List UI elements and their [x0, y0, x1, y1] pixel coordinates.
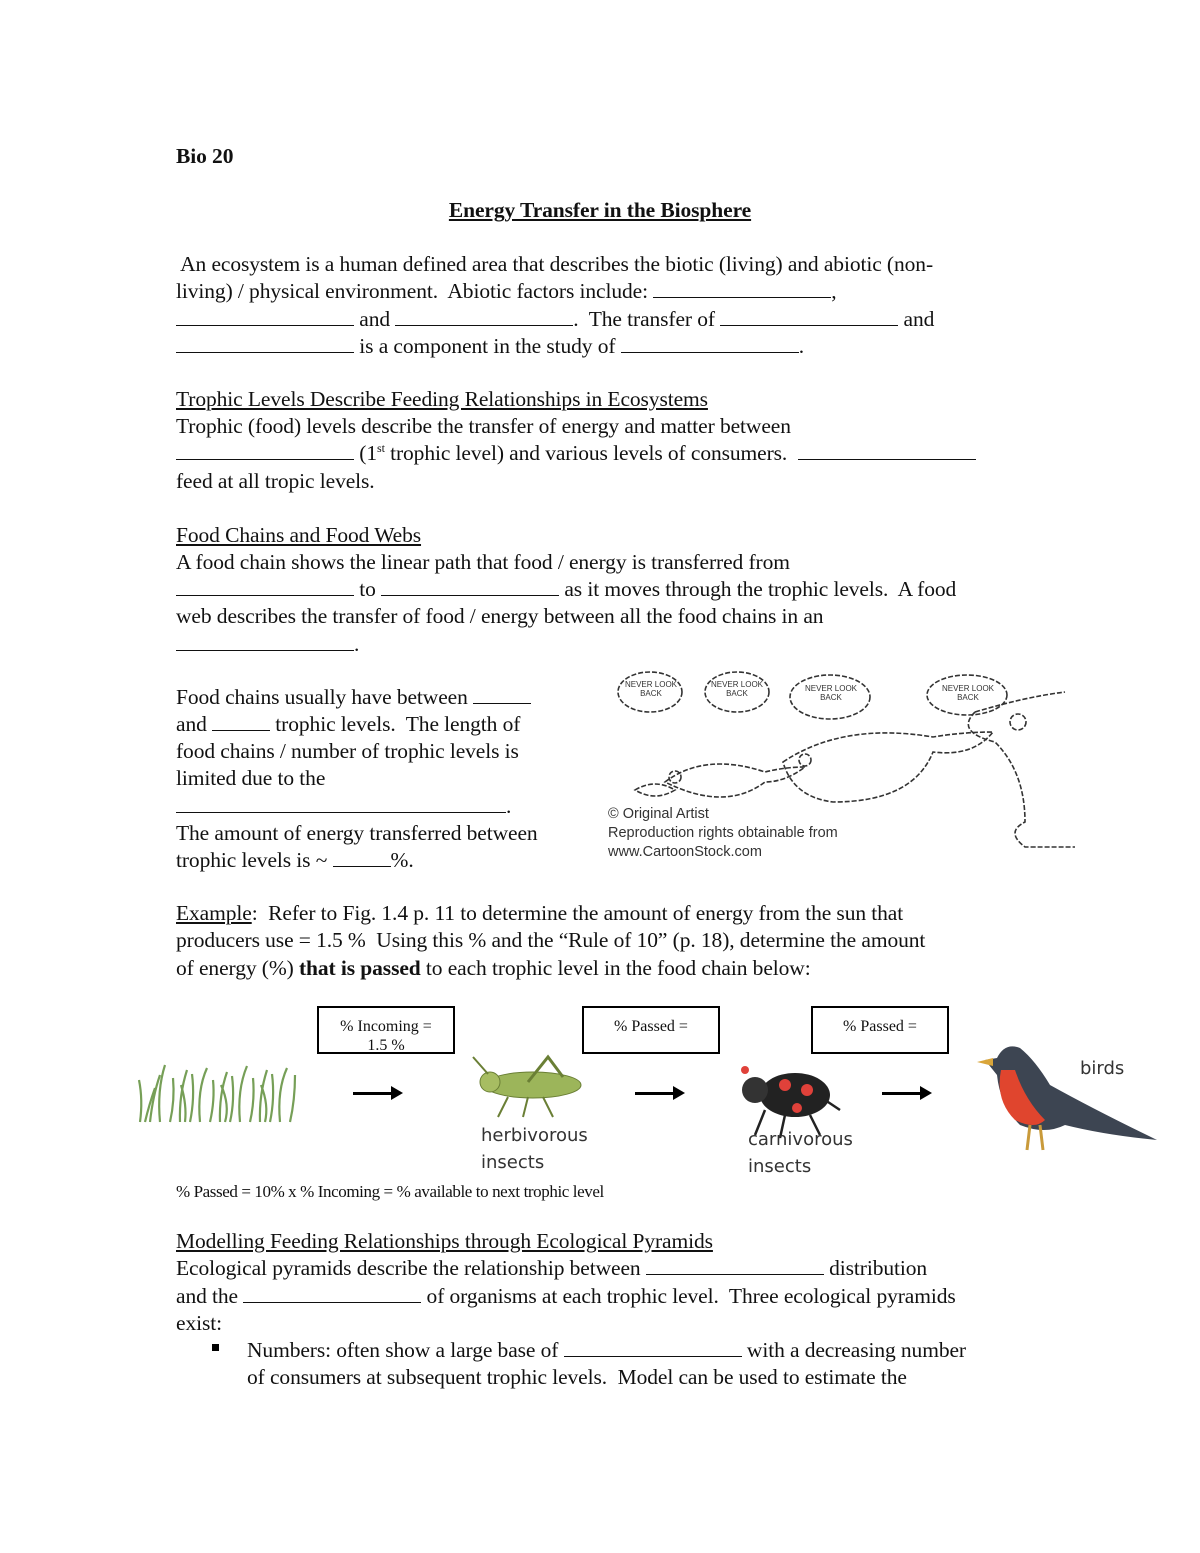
text: and the	[176, 1284, 244, 1308]
fill-in-blank	[395, 307, 573, 326]
fill-in-blank	[243, 1284, 421, 1303]
fill-in-blank	[176, 334, 354, 353]
text-line	[176, 333, 804, 359]
section-heading: Food Chains and Food Webs	[176, 523, 422, 547]
grass-image	[135, 1060, 300, 1125]
text-line	[176, 549, 790, 575]
credit-line: www.CartoonStock.com	[608, 844, 762, 860]
text: . The transfer of	[573, 307, 721, 331]
arrow-icon	[353, 1092, 393, 1095]
text: An ecosystem is a human defined area that describes the biotic (living) and abiotic (non-	[176, 252, 934, 276]
bubble-text: NEVER LOOK BACK	[710, 680, 763, 698]
text-line	[176, 765, 325, 791]
passed-box-carnivores	[811, 1006, 949, 1054]
text: food chains / number of trophic levels is	[176, 739, 519, 763]
incoming-box	[317, 1006, 455, 1054]
text-line	[176, 738, 519, 764]
text: Trophic (food) levels describe the transfer of energy and matter between	[176, 414, 791, 438]
passed-box-herbivores	[582, 1006, 720, 1054]
text: living) / physical environment. Abiotic factors include:	[176, 279, 654, 303]
text-line	[176, 684, 531, 710]
text-line	[176, 1283, 956, 1309]
text-line	[176, 386, 708, 412]
fill-in-blank	[473, 685, 531, 704]
fill-in-blank	[176, 632, 354, 651]
herbivores-label	[481, 1122, 588, 1176]
text: as it moves through the trophic levels. A food	[559, 577, 957, 601]
text-line	[176, 900, 903, 926]
fill-in-blank	[653, 279, 831, 298]
text: with a decreasing number	[741, 1338, 966, 1362]
fill-in-blank	[798, 441, 976, 460]
label-line: insects	[748, 1156, 812, 1177]
text-line	[176, 631, 359, 657]
text: feed at all tropic levels.	[176, 469, 375, 493]
section-heading: Example	[176, 901, 252, 925]
page-title: Energy Transfer in the Biosphere	[448, 198, 752, 222]
fill-in-blank	[564, 1338, 742, 1357]
text-line	[176, 927, 925, 953]
box-label: % Passed =	[614, 1018, 688, 1035]
fill-in-blank	[176, 794, 506, 813]
birds-label: birds	[1080, 1058, 1125, 1079]
text-line	[176, 522, 421, 548]
fill-in-blank	[621, 334, 799, 353]
text: limited due to the	[176, 766, 326, 790]
text: web describes the transfer of food / energy between all the food chains in an	[176, 604, 824, 628]
bubble-text: NEVER LOOK BACK	[941, 684, 994, 702]
grasshopper-image	[468, 1052, 596, 1122]
text-line	[176, 793, 511, 819]
text-line	[176, 1310, 222, 1336]
text-line	[176, 1255, 927, 1281]
text: of consumers at subsequent trophic levels. Model can be used to estimate the	[247, 1365, 907, 1389]
superscript: st	[377, 440, 385, 455]
text: %.	[390, 848, 414, 872]
arrow-icon	[635, 1092, 675, 1095]
fill-in-blank	[176, 307, 354, 326]
fill-in-blank	[212, 712, 270, 731]
text: A food chain shows the linear path that food / energy is transferred from	[176, 550, 790, 574]
text-line	[176, 440, 976, 466]
section-heading: Trophic Levels Describe Feeding Relationships in Ecosystems	[176, 387, 708, 411]
text: trophic levels is ~	[176, 848, 333, 872]
text: and	[898, 307, 935, 331]
text: distribution	[823, 1256, 928, 1280]
text-line	[176, 413, 791, 439]
text: : Refer to Fig. 1.4 p. 11 to determine the amount of energy from the sun that	[251, 901, 904, 925]
text-line	[176, 576, 956, 602]
text: to	[354, 577, 382, 601]
text-line	[176, 955, 811, 981]
text: The amount of energy transferred between	[176, 821, 538, 845]
text: .	[798, 334, 804, 358]
text: to each trophic level in the food chain below:	[420, 956, 811, 980]
box-value: 1.5 %	[367, 1037, 405, 1054]
text: trophic levels. The length of	[270, 712, 521, 736]
text: Food chains usually have between	[176, 685, 474, 709]
text-line	[176, 603, 823, 629]
text: of energy (%)	[176, 956, 299, 980]
text: (1	[354, 441, 377, 465]
text-line	[176, 251, 933, 277]
text-line	[176, 278, 837, 304]
text: and	[176, 712, 213, 736]
formula-text: % Passed = 10% x % Incoming = % available to next trophic level	[176, 1182, 604, 1201]
bird-image	[975, 1040, 1160, 1155]
text: Ecological pyramids describe the relationship between	[176, 1256, 646, 1280]
bubble-text: NEVER LOOK BACK	[624, 680, 677, 698]
box-label: % Passed =	[843, 1018, 917, 1035]
text-line	[176, 468, 375, 494]
text-line	[176, 820, 538, 846]
course-label: Bio 20	[176, 144, 234, 168]
text: producers use = 1.5 % Using this % and the “Rule of 10” (p. 18), determine the amount	[176, 928, 926, 952]
carnivores-label	[748, 1126, 853, 1180]
text: .	[354, 632, 360, 656]
text-line	[247, 1337, 966, 1363]
arrow-icon	[882, 1092, 922, 1095]
section-heading: Modelling Feeding Relationships through Ecological Pyramids	[176, 1229, 713, 1253]
text: .	[506, 794, 512, 818]
fill-in-blank	[176, 577, 354, 596]
label-line: insects	[481, 1152, 545, 1173]
fill-in-blank	[381, 577, 559, 596]
bullet-icon	[212, 1344, 219, 1351]
fill-in-blank	[646, 1256, 824, 1275]
text-line	[176, 306, 934, 332]
text-line	[176, 711, 520, 737]
label-line: herbivorous	[481, 1125, 588, 1146]
fill-in-blank	[176, 441, 354, 460]
fill-in-blank	[333, 848, 391, 867]
text: Numbers: often show a large base of	[247, 1338, 564, 1362]
text-line	[176, 847, 414, 873]
text-line	[176, 1228, 713, 1254]
text: ,	[831, 279, 837, 303]
credit-line: Reproduction rights obtainable from	[608, 825, 838, 841]
text: exist:	[176, 1311, 222, 1335]
fish-cartoon	[605, 662, 1075, 867]
fill-in-blank	[720, 307, 898, 326]
bubble-text: NEVER LOOK BACK	[804, 684, 857, 702]
text: is a component in the study of	[354, 334, 621, 358]
bold-text: that is passed	[298, 956, 421, 980]
box-label: % Incoming =	[340, 1018, 432, 1035]
text: of organisms at each trophic level. Three ecological pyramids	[421, 1284, 956, 1308]
text: and	[354, 307, 396, 331]
credit-line: © Original Artist	[608, 806, 709, 822]
label-line: carnivorous	[748, 1129, 853, 1150]
text-line	[247, 1364, 907, 1390]
text: trophic level) and various levels of consumers.	[384, 441, 798, 465]
